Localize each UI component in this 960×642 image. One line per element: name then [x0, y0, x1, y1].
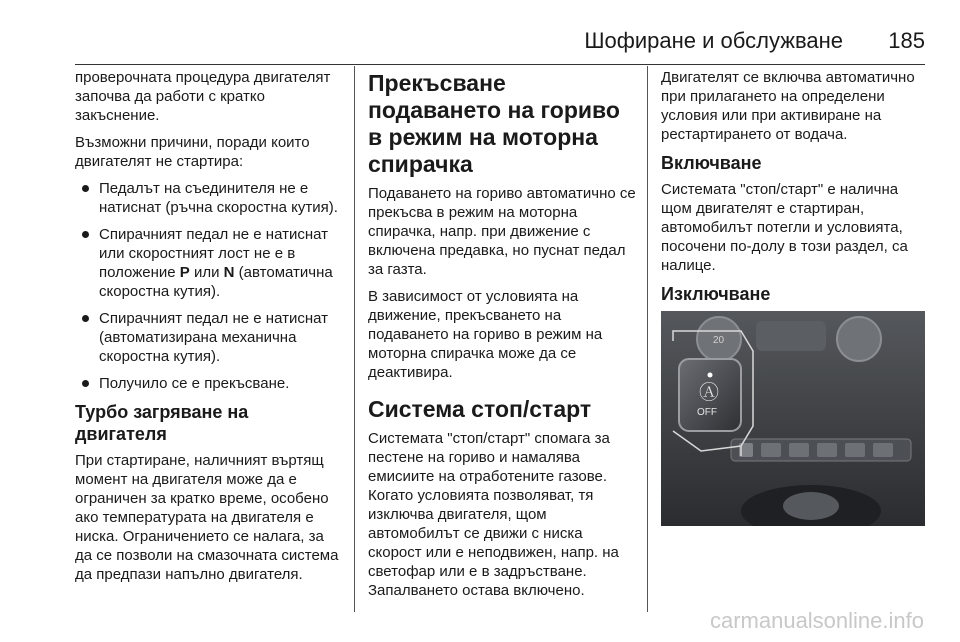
button-label-off: OFF	[697, 407, 717, 418]
bullet-item: Педалът на съединителя не е натиснат (ръчна скоростна кутия).	[75, 179, 343, 217]
watermark: carmanualsonline.info	[709, 608, 924, 633]
column-left	[75, 68, 343, 592]
section-heading: Прекъсване подаването на гориво в режим на моторна спирачка	[368, 70, 620, 177]
column-divider	[647, 66, 648, 612]
section-heading: Турбо загряване на двигателя	[75, 402, 249, 444]
dashboard-illustration	[661, 311, 925, 526]
section-heading: Система стоп/старт	[368, 396, 592, 422]
paragraph: Системата "стоп/старт" е налична щом двигателят е стартиран, автомобилът потегли и условията, посочени по-долу в този раздел, са налице.	[661, 181, 908, 274]
gear-position-p: P	[179, 264, 190, 281]
bullet-item: Получило се е прекъсване.	[75, 374, 343, 393]
bullet-item	[75, 225, 343, 301]
paragraph: Двигателят се включва автоматично при прилагането на определени условия или при активиране на рестартирането от водача.	[661, 69, 915, 143]
section-heading: Включване	[661, 153, 762, 173]
bullet-item: Спирачният педал не е натиснат (автоматизирана механична скоростна кутия).	[75, 309, 343, 366]
stop-start-button-photo	[661, 311, 925, 526]
dial-label: 20	[713, 335, 725, 346]
bullet-text: (автоматична скоростна кутия).	[99, 264, 333, 300]
page-header	[75, 24, 925, 65]
bullet-text: или	[189, 264, 224, 281]
bullet-list	[75, 179, 343, 393]
column-right	[661, 68, 929, 526]
paragraph: Подаването на гориво автоматично се прекъсва в режим на моторна спирачка, напр. при движение с включена предавка, но пуснат педал за газта.	[368, 185, 636, 278]
page-number: 185	[888, 28, 925, 53]
paragraph: Системата "стоп/старт" спомага за пестене на гориво и намалява емисиите на отработените газове. Когато условията позволяват, тя изключва двигателя, щом автомобилът се движи с ниска скорост или е неподвижен, напр. на светофар или е в задръстване. Запалването остава включено.	[368, 430, 619, 599]
page-header-title: Шофиране и обслужване	[584, 28, 843, 53]
paragraph: проверочната процедура двигателят започва да работи с кратко закъснение.	[75, 69, 331, 124]
bullet-text: Спирачният педал не е натиснат или скоростният лост не е в положение	[99, 226, 328, 281]
section-heading: Изключване	[661, 284, 771, 304]
auto-stop-icon: Ⓐ	[699, 380, 719, 404]
paragraph: В зависимост от условията на движение, прекъсването на подаването на гориво в режим на моторна спирачка може да се деактивира.	[368, 288, 603, 381]
column-middle	[368, 68, 636, 608]
column-divider	[354, 66, 355, 612]
paragraph: Възможни причини, поради които двигателят не стартира:	[75, 134, 310, 170]
gear-position-n: N	[223, 264, 235, 281]
paragraph: При стартиране, наличният въртящ момент на двигателя може да е ограничен за кратко време, особено ако температурата на двигателя е ниска. Ограничението се налага, за да се позволи на смазочната система да предпази напълно двигателя.	[75, 452, 339, 583]
